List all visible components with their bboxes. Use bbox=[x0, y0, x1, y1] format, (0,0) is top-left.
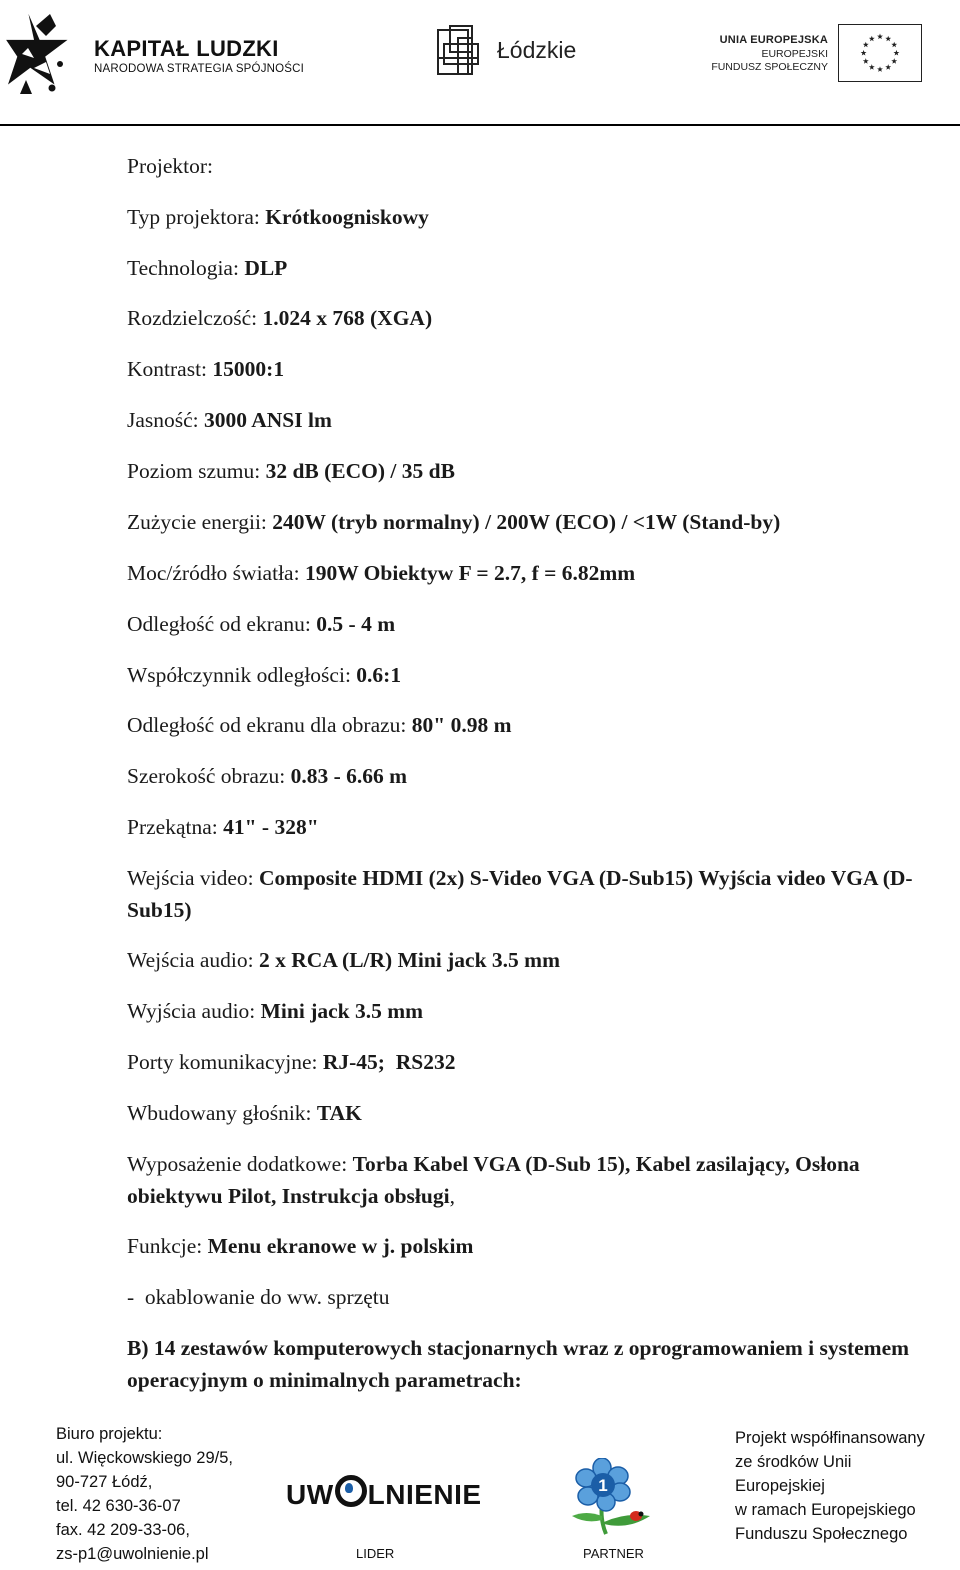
eu-star-icon bbox=[885, 36, 891, 42]
kapital-ludzki-wordmark bbox=[94, 36, 304, 76]
eu-star-icon bbox=[869, 36, 875, 42]
spec-value: 0.83 - 6.66 m bbox=[290, 764, 408, 788]
spec-label: Porty komunikacyjne: bbox=[127, 1050, 323, 1074]
spec-label: Wyposażenie dodatkowe: bbox=[127, 1152, 353, 1176]
spec-value: 80" 0.98 m bbox=[411, 713, 512, 737]
spec-line bbox=[127, 404, 937, 436]
section-b-heading: B) 14 zestawów komputerowych stacjonarnych wraz z oprogramowaniem i systemem operacyjnym o minimalnych parametrach: bbox=[127, 1336, 910, 1392]
spec-value: Mini jack 3.5 mm bbox=[260, 999, 424, 1023]
spec-value: TAK bbox=[316, 1101, 362, 1125]
spec-label: Odległość od ekranu: bbox=[127, 612, 317, 636]
cofinance-line: Europejskiej bbox=[735, 1477, 825, 1495]
uwol-right: LNIENIE bbox=[367, 1479, 482, 1510]
cofinance-line: ze środków Unii bbox=[735, 1453, 852, 1471]
spec-line bbox=[127, 811, 937, 843]
kl-title: KAPITAŁ LUDZKI bbox=[94, 36, 279, 61]
spec-line bbox=[127, 302, 937, 334]
eu-star-icon bbox=[885, 64, 891, 70]
uwolnienie-drop-icon bbox=[335, 1475, 367, 1507]
spec-value: 2 x RCA (L/R) Mini jack 3.5 mm bbox=[259, 948, 560, 972]
spec-line bbox=[127, 557, 937, 589]
spec-line bbox=[127, 995, 937, 1027]
spec-value: Krótkoogniskowy bbox=[265, 205, 429, 229]
eu-flag-icon bbox=[838, 24, 922, 82]
cofinance-line: w ramach Europejskiego bbox=[735, 1501, 916, 1519]
spec-label: Poziom szumu: bbox=[127, 459, 266, 483]
spec-label: Zużycie energii: bbox=[127, 510, 273, 534]
spec-label: Technologia: bbox=[127, 256, 245, 280]
spec-suffix: , bbox=[449, 1184, 455, 1208]
eu-star-icon bbox=[869, 64, 875, 70]
eu-star-icon bbox=[891, 42, 897, 48]
eu-star-icon bbox=[877, 66, 883, 72]
spec-line bbox=[127, 1148, 937, 1212]
flower-number: 1 bbox=[598, 1476, 608, 1495]
spec-line bbox=[127, 1230, 937, 1262]
partner-flower-logo bbox=[566, 1458, 658, 1538]
eu-line-2: FUNDUSZ SPOŁECZNY bbox=[711, 61, 828, 73]
office-line: tel. 42 630-36-07 bbox=[56, 1497, 181, 1515]
spec-value: 0.5 - 4 m bbox=[316, 612, 396, 636]
spec-value: 1.024 x 768 (XGA) bbox=[262, 306, 433, 330]
spec-value: Composite HDMI (2x) S-Video VGA (D-Sub15) Wyjścia video VGA (D-Sub15) bbox=[127, 866, 913, 922]
kapital-ludzki-star-logo bbox=[6, 4, 72, 100]
spec-label: Przekątna: bbox=[127, 815, 224, 839]
spec-label: Wejścia video: bbox=[127, 866, 260, 890]
spec-value: DLP bbox=[244, 256, 288, 280]
spec-label: Odległość od ekranu dla obrazu: bbox=[127, 713, 412, 737]
spec-label: Wbudowany głośnik: bbox=[127, 1101, 317, 1125]
spec-line bbox=[127, 659, 937, 691]
spec-value: 15000:1 bbox=[212, 357, 285, 381]
spec-line bbox=[127, 1046, 937, 1078]
cofinance-line: Funduszu Społecznego bbox=[735, 1525, 908, 1543]
spec-line bbox=[127, 709, 937, 741]
spec-line bbox=[127, 608, 937, 640]
eu-line-1: EUROPEJSKI bbox=[761, 47, 828, 60]
spec-value: Torba Kabel VGA (D-Sub 15), Kabel zasilający, Osłona obiektywu Pilot, Instrukcja obsługi bbox=[127, 1152, 860, 1208]
spec-value: RJ-45; RS232 bbox=[322, 1050, 456, 1074]
office-line: Biuro projektu: bbox=[56, 1425, 163, 1443]
cabling-line: - okablowanie do ww. sprzętu bbox=[127, 1285, 390, 1309]
spec-line bbox=[127, 1097, 937, 1129]
uwolnienie-logo bbox=[286, 1475, 482, 1511]
spec-label: Rozdzielczość: bbox=[127, 306, 263, 330]
office-line: 90-727 Łódź, bbox=[56, 1473, 153, 1491]
cofinancing-note bbox=[735, 1426, 957, 1546]
spec-label: Funkcje: bbox=[127, 1234, 208, 1258]
spec-value: 0.6:1 bbox=[356, 663, 402, 687]
spec-line bbox=[127, 506, 937, 538]
lodzkie-logo-icon bbox=[436, 24, 490, 78]
spec-line bbox=[127, 862, 917, 926]
spec-label: Wyjścia audio: bbox=[127, 999, 261, 1023]
header-divider bbox=[0, 124, 960, 126]
eu-star-icon bbox=[863, 58, 869, 64]
spec-value: Menu ekranowe w j. polskim bbox=[207, 1234, 474, 1258]
spec-label: Wejścia audio: bbox=[127, 948, 260, 972]
lider-label: LIDER bbox=[356, 1546, 395, 1561]
spec-value: 240W (tryb normalny) / 200W (ECO) / <1W (Stand-by) bbox=[272, 510, 781, 534]
spec-value: 41" - 328" bbox=[223, 815, 319, 839]
spec-label: Współczynnik odległości: bbox=[127, 663, 357, 687]
uwol-left: UW bbox=[286, 1479, 334, 1510]
page-header bbox=[0, 0, 960, 126]
eu-star-icon bbox=[863, 42, 869, 48]
lodzkie-wordmark: Łódzkie bbox=[497, 37, 577, 63]
spec-line bbox=[127, 201, 937, 233]
projector-heading: Projektor: bbox=[127, 154, 213, 178]
spec-line bbox=[127, 760, 937, 792]
spec-line bbox=[127, 252, 937, 284]
eu-star-icon bbox=[861, 50, 867, 56]
cofinance-line: Projekt współfinansowany bbox=[735, 1429, 925, 1447]
spec-label: Moc/źródło światła: bbox=[127, 561, 305, 585]
kl-subtitle: NARODOWA STRATEGIA SPÓJNOŚCI bbox=[94, 63, 305, 75]
office-line: fax. 42 209-33-06, bbox=[56, 1521, 190, 1539]
spec-line bbox=[127, 944, 937, 976]
office-email: zs-p1@uwolnienie.pl bbox=[56, 1545, 209, 1563]
spec-label: Jasność: bbox=[127, 408, 205, 432]
spec-label: Typ projektora: bbox=[127, 205, 266, 229]
office-line: ul. Więckowskiego 29/5, bbox=[56, 1449, 233, 1467]
eu-star-icon bbox=[877, 33, 883, 39]
spec-label: Kontrast: bbox=[127, 357, 213, 381]
eu-wordmark bbox=[700, 34, 828, 75]
eu-star-icon bbox=[891, 58, 897, 64]
spec-label: Szerokość obrazu: bbox=[127, 764, 291, 788]
spec-line bbox=[127, 455, 937, 487]
spec-value: 3000 ANSI lm bbox=[204, 408, 332, 432]
partner-label: PARTNER bbox=[583, 1546, 644, 1561]
eu-star-icon bbox=[893, 50, 899, 56]
spec-value: 190W Obiektyw F = 2.7, f = 6.82mm bbox=[304, 561, 636, 585]
project-office-address bbox=[56, 1422, 286, 1566]
spec-line bbox=[127, 353, 937, 385]
eu-title: UNIA EUROPEJSKA bbox=[719, 34, 828, 46]
spec-value: 32 dB (ECO) / 35 dB bbox=[265, 459, 455, 483]
